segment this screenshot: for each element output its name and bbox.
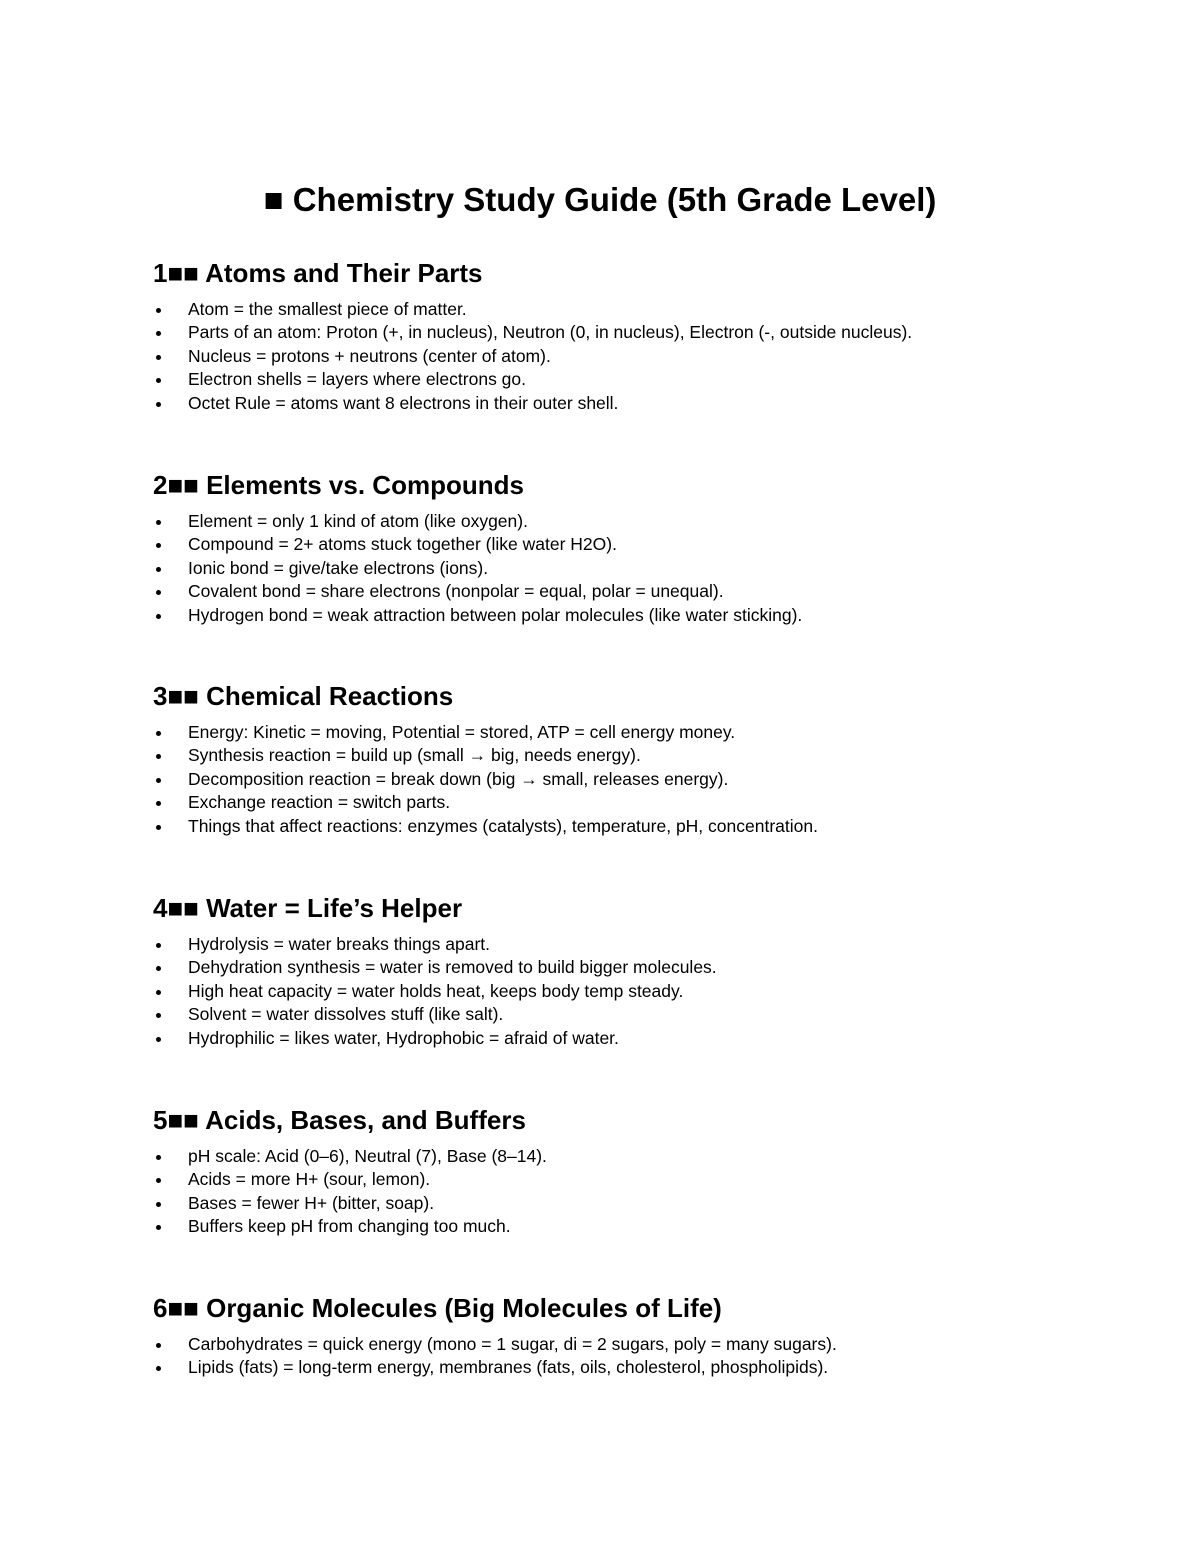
list-item-text: Covalent bond = share electrons (nonpolar = equal, polar = unequal). xyxy=(188,581,724,602)
bullet-icon xyxy=(156,801,161,806)
list-item xyxy=(153,1192,1153,1215)
list-item-text: Buffers keep pH from changing too much. xyxy=(188,1216,511,1237)
list-item xyxy=(153,1215,1153,1238)
bullet-icon xyxy=(156,567,161,572)
list-item-text: Ionic bond = give/take electrons (ions). xyxy=(188,557,489,578)
section-water xyxy=(153,891,1153,1050)
list-item-text: Hydrogen bond = weak attraction between polar molecules (like water sticking). xyxy=(188,604,803,625)
list-item-text: Atom = the smallest piece of matter. xyxy=(188,299,467,319)
list-item-text: Energy: Kinetic = moving, Potential = stored, ATP = cell energy money. xyxy=(188,722,736,742)
list-item-text: Nucleus = protons + neutrons (center of atom). xyxy=(188,345,551,366)
list-item-text: Hydrophilic = likes water, Hydrophobic = afraid of water. xyxy=(188,1027,619,1048)
bullet-icon xyxy=(156,1366,161,1371)
list-item xyxy=(153,791,1153,814)
bullet-icon xyxy=(156,614,161,619)
bullet-icon xyxy=(156,520,161,525)
list-item xyxy=(153,1027,1153,1050)
list-item xyxy=(153,1003,1153,1026)
list-item xyxy=(153,345,1153,368)
list-item xyxy=(153,721,1153,744)
list-item xyxy=(153,744,1153,767)
list-item xyxy=(153,392,1153,415)
list-item-text: Parts of an atom: Proton (+, in nucleus), Neutron (0, in nucleus), Electron (-, outside nucleus). xyxy=(188,322,913,343)
list-item xyxy=(153,557,1153,580)
section-chemical-reactions xyxy=(153,679,1153,838)
page-title: ■ Chemistry Study Guide (5th Grade Level) xyxy=(263,181,937,219)
list-item xyxy=(153,1333,1153,1356)
list-item xyxy=(153,510,1153,533)
list-item-text: Octet Rule = atoms want 8 electrons in their outer shell. xyxy=(188,392,619,413)
bullet-icon xyxy=(156,966,161,971)
bullet-icon xyxy=(156,590,161,595)
list-item-text: High heat capacity = water holds heat, keeps body temp steady. xyxy=(188,980,684,1001)
bullet-icon xyxy=(156,825,161,830)
section-heading: 1■■ Atoms and Their Parts xyxy=(153,258,483,288)
list-item-text: Carbohydrates = quick energy (mono = 1 sugar, di = 2 sugars, poly = many sugars). xyxy=(188,1334,837,1354)
bullet-list xyxy=(153,298,1153,415)
list-item-text: Solvent = water dissolves stuff (like salt). xyxy=(188,1004,504,1025)
list-item-text: Element = only 1 kind of atom (like oxygen). xyxy=(188,511,528,531)
bullet-icon xyxy=(156,778,161,783)
list-item xyxy=(153,368,1153,391)
bullet-list xyxy=(153,510,1153,627)
bullet-list xyxy=(153,721,1153,838)
list-item-text: Things that affect reactions: enzymes (catalysts), temperature, pH, concentration. xyxy=(188,815,818,836)
bullet-icon xyxy=(156,308,161,313)
list-item xyxy=(153,933,1153,956)
list-item xyxy=(153,321,1153,344)
section-atoms xyxy=(153,256,1153,415)
list-item-text: Exchange reaction = switch parts. xyxy=(188,792,451,813)
list-item xyxy=(153,1145,1153,1168)
section-acids-bases xyxy=(153,1103,1153,1239)
bullet-icon xyxy=(156,1178,161,1183)
list-item-text: Dehydration synthesis = water is removed to build bigger molecules. xyxy=(188,957,717,978)
bullet-list xyxy=(153,1145,1153,1239)
bullet-icon xyxy=(156,331,161,336)
section-heading: 3■■ Chemical Reactions xyxy=(153,681,454,711)
list-item-text: Acids = more H+ (sour, lemon). xyxy=(188,1169,431,1190)
bullet-icon xyxy=(156,1037,161,1042)
section-heading: 5■■ Acids, Bases, and Buffers xyxy=(153,1105,526,1135)
section-elements-compounds xyxy=(153,468,1153,627)
bullet-icon xyxy=(156,543,161,548)
section-organic-molecules xyxy=(153,1291,1153,1380)
bullet-icon xyxy=(156,754,161,759)
list-item-text: pH scale: Acid (0–6), Neutral (7), Base (8–14). xyxy=(188,1146,547,1166)
bullet-icon xyxy=(156,355,161,360)
list-item xyxy=(153,533,1153,556)
bullet-icon xyxy=(156,402,161,407)
list-item-text: Compound = 2+ atoms stuck together (like water H2O). xyxy=(188,534,617,555)
list-item xyxy=(153,1168,1153,1191)
bullet-icon xyxy=(156,731,161,736)
list-item-text: Lipids (fats) = long-term energy, membranes (fats, oils, cholesterol, phospholipids). xyxy=(188,1357,829,1378)
section-heading: 2■■ Elements vs. Compounds xyxy=(153,470,524,500)
list-item-text: Hydrolysis = water breaks things apart. xyxy=(188,934,491,954)
bullet-icon xyxy=(156,1343,161,1348)
list-item-text: Synthesis reaction = build up (small → big, needs energy). xyxy=(188,745,641,766)
bullet-icon xyxy=(156,1013,161,1018)
list-item xyxy=(153,815,1153,838)
section-heading: 4■■ Water = Life’s Helper xyxy=(153,893,463,923)
bullet-icon xyxy=(156,1225,161,1230)
bullet-list xyxy=(153,1333,1153,1380)
bullet-list xyxy=(153,933,1153,1050)
list-item xyxy=(153,768,1153,791)
list-item-text: Decomposition reaction = break down (big → small, releases energy). xyxy=(188,768,729,789)
bullet-icon xyxy=(156,1202,161,1207)
bullet-icon xyxy=(156,943,161,948)
list-item xyxy=(153,580,1153,603)
section-heading: 6■■ Organic Molecules (Big Molecules of Life) xyxy=(153,1293,722,1323)
list-item xyxy=(153,980,1153,1003)
list-item-text: Bases = fewer H+ (bitter, soap). xyxy=(188,1192,435,1213)
bullet-icon xyxy=(156,1155,161,1160)
list-item-text: Electron shells = layers where electrons go. xyxy=(188,369,527,390)
list-item xyxy=(153,298,1153,321)
list-item xyxy=(153,604,1153,627)
list-item xyxy=(153,1356,1153,1379)
list-item xyxy=(153,956,1153,979)
bullet-icon xyxy=(156,990,161,995)
bullet-icon xyxy=(156,378,161,383)
